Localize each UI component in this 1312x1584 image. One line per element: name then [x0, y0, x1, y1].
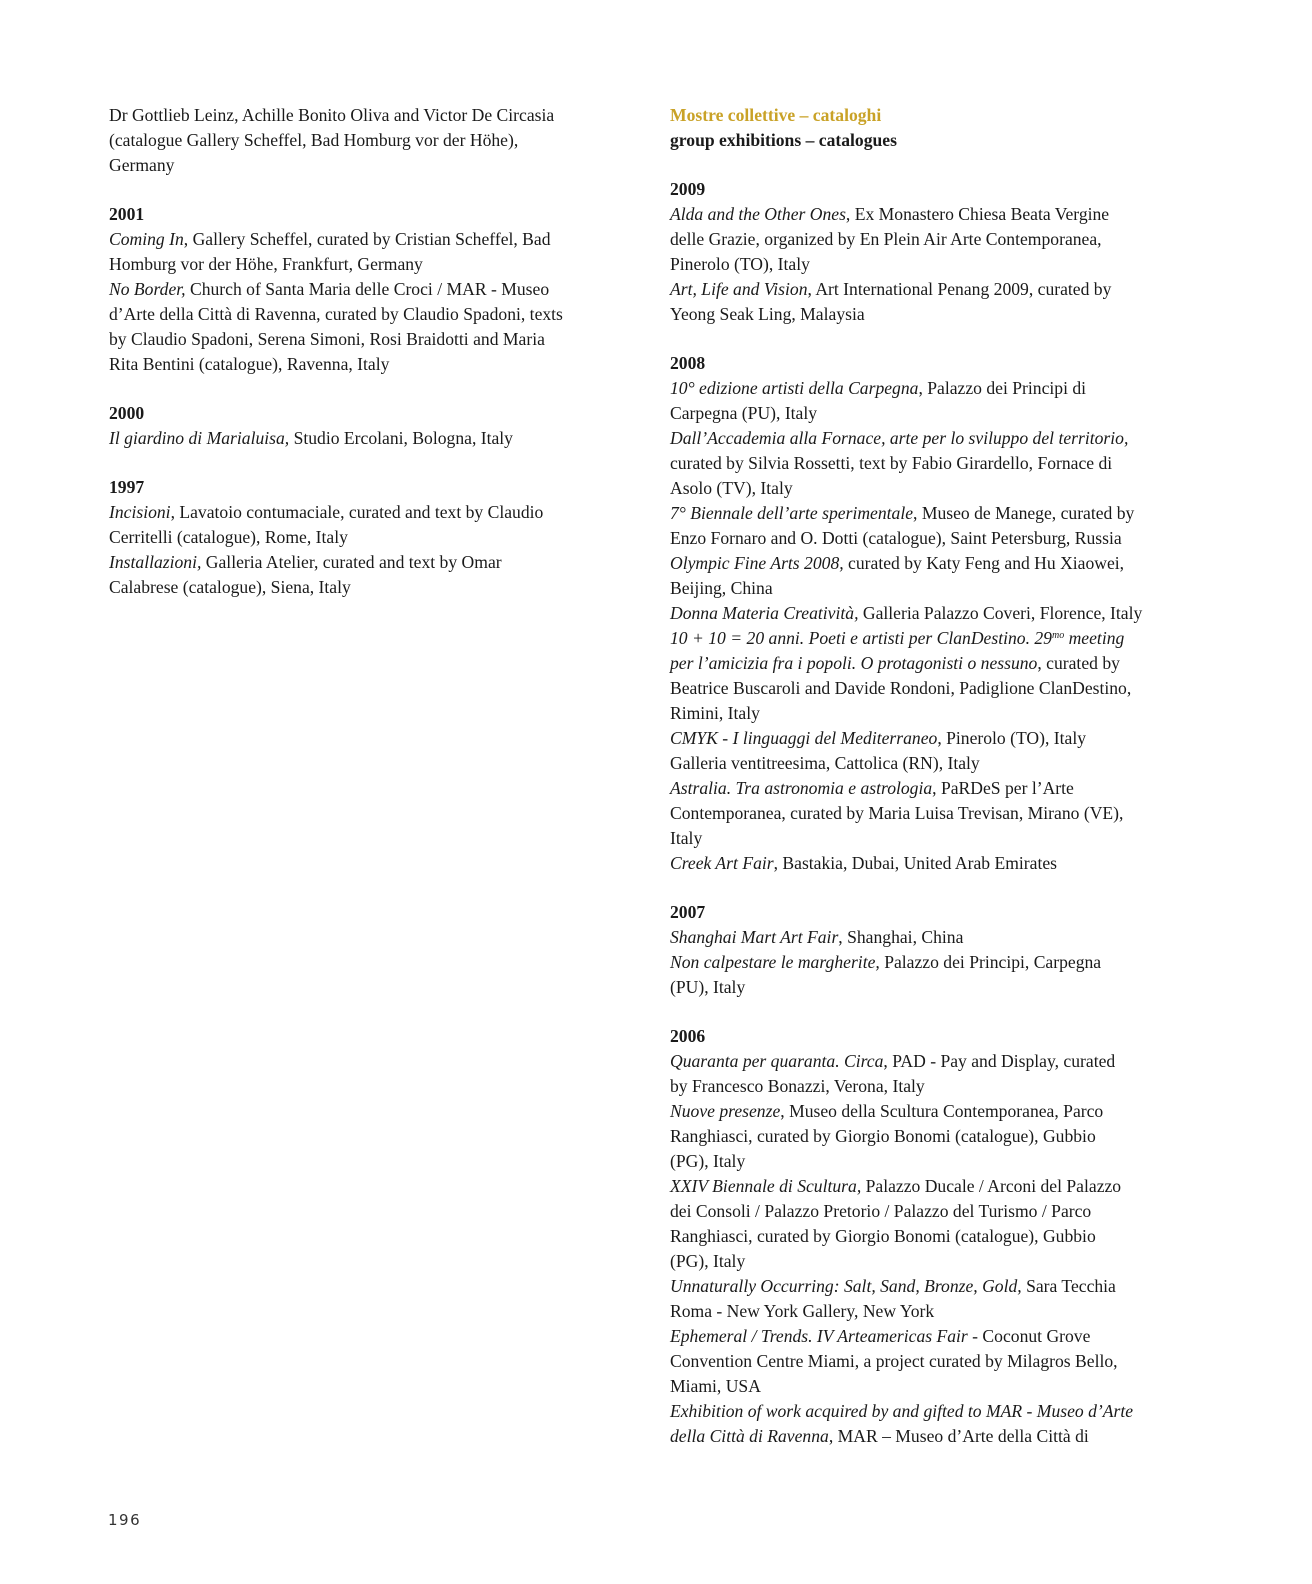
entry-text: Beijing, China [670, 578, 773, 598]
entry-text: dei Consoli / Palazzo Pretorio / Palazzo del Turismo / Parco [670, 1201, 1092, 1221]
entry-text: , Shanghai, China [838, 927, 964, 947]
entry-line [670, 1224, 1190, 1249]
entry-text: , MAR – Museo d’Arte della Città di [828, 1426, 1089, 1446]
exhibition-title: Dall’Accademia alla Fornace, arte per lo sviluppo del territorio, [670, 428, 1129, 448]
year-section [670, 351, 1190, 876]
entry-line [109, 500, 609, 525]
entry-line [670, 1399, 1190, 1424]
entry-line [109, 252, 609, 277]
entry-line [670, 1049, 1190, 1074]
entry-line [670, 1199, 1190, 1224]
entry-line [670, 1124, 1190, 1149]
entry-text: Beatrice Buscaroli and Davide Rondoni, Padiglione ClanDestino, [670, 678, 1132, 698]
entry-text: Miami, USA [670, 1376, 761, 1396]
entry-line [670, 302, 1190, 327]
entry-text: by Francesco Bonazzi, Verona, Italy [670, 1076, 925, 1096]
entry-line [109, 352, 609, 377]
entry-text: Rimini, Italy [670, 703, 760, 723]
exhibition-title: No Border, [109, 279, 186, 299]
year-heading: 2009 [670, 179, 706, 199]
exhibition-title: 10 + 10 = 20 anni. Poeti e artisti per ClanDestino. 29 [670, 628, 1052, 648]
entry-line [670, 1174, 1190, 1199]
exhibition-title: 10° edizione artisti della Carpegna [670, 378, 919, 398]
entry-line [670, 476, 1190, 501]
heading-english: group exhibitions – catalogues [670, 130, 897, 150]
entry-line [670, 1424, 1190, 1449]
exhibition-title: Shanghai Mart Art Fair [670, 927, 839, 947]
year-section [109, 401, 609, 451]
entry-text: Church of Santa Maria delle Croci / MAR - Museo [185, 279, 550, 299]
entry-line [670, 1299, 1190, 1324]
exhibition-title: Donna Materia Creatività, [670, 603, 859, 623]
entry-text: , curated by [1037, 653, 1120, 673]
year-section [670, 177, 1190, 327]
entry-line [670, 451, 1190, 476]
entry-line [670, 950, 1190, 975]
entry-line [670, 551, 1190, 576]
entry-text: , Museo de Manege, curated by [913, 503, 1135, 523]
exhibition-title: Non calpestare le margherite, [670, 952, 880, 972]
intro-continuation [109, 103, 609, 178]
entry-line [670, 202, 1190, 227]
entry-line [670, 501, 1190, 526]
entry-line [670, 851, 1190, 876]
entry-text: Ranghiasci, curated by Giorgio Bonomi (catalogue), Gubbio [670, 1226, 1096, 1246]
entry-text: Cerritelli (catalogue), Rome, Italy [109, 527, 348, 547]
entry-line [670, 975, 1190, 1000]
entry-text: Homburg vor der Höhe, Frankfurt, Germany [109, 254, 423, 274]
page-number: 196 [108, 1511, 142, 1529]
year-heading: 2001 [109, 204, 145, 224]
entry-text: (PG), Italy [670, 1151, 746, 1171]
entry-line [109, 550, 609, 575]
exhibition-title: Ephemeral / Trends. IV Arteamericas Fair - [670, 1326, 979, 1346]
entry-text: (PU), Italy [670, 977, 746, 997]
entry-line [670, 601, 1190, 626]
entry-text: Pinerolo (TO), Italy [670, 254, 810, 274]
entry-line [670, 277, 1190, 302]
entry-line [670, 401, 1190, 426]
exhibition-title: Unnaturally Occurring: Salt, Sand, Bronze, Gold, [670, 1276, 1022, 1296]
entry-text: (catalogue Gallery Scheffel, Bad Homburg vor der Höhe), [109, 130, 519, 150]
entry-line [670, 526, 1190, 551]
entry-line [670, 576, 1190, 601]
entry-text: , Bastakia, Dubai, United Arab Emirates [773, 853, 1057, 873]
entry-text: Asolo (TV), Italy [670, 478, 793, 498]
right-year-sections [670, 177, 1190, 1449]
entry-text: , PaRDeS per l’Arte [932, 778, 1074, 798]
entry-text: , Art International Penang 2009, curated by [807, 279, 1112, 299]
entry-text: , Palazzo dei Principi di [918, 378, 1087, 398]
entry-line [670, 1274, 1190, 1299]
entry-line [670, 426, 1190, 451]
exhibition-title: della Città di Ravenna [670, 1426, 829, 1446]
entry-line [670, 1149, 1190, 1174]
entry-line [109, 277, 609, 302]
entry-text: Germany [109, 155, 175, 175]
year-heading: 2006 [670, 1026, 706, 1046]
entry-text: , Ex Monastero Chiesa Beata Vergine [845, 204, 1110, 224]
entry-text: Convention Centre Miami, a project curated by Milagros Bello, [670, 1351, 1118, 1371]
year-section [109, 202, 609, 377]
entry-text: Roma - New York Gallery, New York [670, 1301, 935, 1321]
entry-text: curated by Katy Feng and Hu Xiaowei, [843, 553, 1125, 573]
entry-text: Palazzo dei Principi, Carpegna [879, 952, 1102, 972]
right-column [670, 103, 1190, 1473]
entry-text: Carpegna (PU), Italy [670, 403, 818, 423]
year-heading: 1997 [109, 477, 145, 497]
entry-line [670, 252, 1190, 277]
left-column [109, 103, 609, 624]
entry-text: Rita Bentini (catalogue), Ravenna, Italy [109, 354, 390, 374]
entry-text: delle Grazie, organized by En Plein Air Arte Contemporanea, [670, 229, 1102, 249]
exhibition-title: Olympic Fine Arts 2008, [670, 553, 844, 573]
exhibition-title: Il giardino di Marialuisa, [109, 428, 290, 448]
entry-line [109, 525, 609, 550]
entry-text: Ranghiasci, curated by Giorgio Bonomi (catalogue), Gubbio [670, 1126, 1096, 1146]
entry-text: Galleria ventitreesima, Cattolica (RN), Italy [670, 753, 980, 773]
entry-text: Palazzo Ducale / Arconi del Palazzo [861, 1176, 1122, 1196]
entry-text: , Lavatoio contumaciale, curated and text by Claudio [170, 502, 544, 522]
year-heading: 2007 [670, 902, 706, 922]
entry-line [670, 376, 1190, 401]
exhibition-title: CMYK - I linguaggi del Mediterraneo [670, 728, 938, 748]
entry-line [670, 227, 1190, 252]
entry-line [109, 302, 609, 327]
entry-line [670, 651, 1190, 676]
exhibition-title: 7° Biennale dell’arte sperimentale [670, 503, 914, 523]
entry-line [670, 826, 1190, 851]
year-heading: 2008 [670, 353, 706, 373]
entry-text: Enzo Fornaro and O. Dotti (catalogue), Saint Petersburg, Russia [670, 528, 1122, 548]
entry-line [109, 103, 609, 128]
entry-line [670, 726, 1190, 751]
entry-line [670, 626, 1190, 651]
entry-text: Galleria Atelier, curated and text by Omar [201, 552, 502, 572]
entry-line [109, 128, 609, 153]
exhibition-title: per l’amicizia fra i popoli. O protagonisti o nessuno [670, 653, 1038, 673]
exhibition-title: Nuove presenze [670, 1101, 781, 1121]
exhibition-title: Incisioni [109, 502, 171, 522]
entry-text: (PG), Italy [670, 1251, 746, 1271]
entry-line [109, 426, 609, 451]
entry-line [670, 1374, 1190, 1399]
heading-italian: Mostre collettive – cataloghi [670, 105, 882, 125]
entry-line [109, 153, 609, 178]
entry-text: d’Arte della Città di Ravenna, curated by Claudio Spadoni, texts [109, 304, 563, 324]
entry-line [670, 751, 1190, 776]
entry-text: Dr Gottlieb Leinz, Achille Bonito Oliva and Victor De Circasia [109, 105, 555, 125]
entry-text: Italy [670, 828, 703, 848]
entry-line [670, 676, 1190, 701]
superscript-text: mo [1051, 630, 1065, 641]
exhibition-title: Alda and the Other Ones [670, 204, 846, 224]
exhibition-title: Installazioni, [109, 552, 202, 572]
entry-line [109, 575, 609, 600]
exhibition-title: Creek Art Fair [670, 853, 774, 873]
entry-text: Calabrese (catalogue), Siena, Italy [109, 577, 351, 597]
exhibition-title: Exhibition of work acquired by and gifted to MAR - Museo d’Arte [670, 1401, 1134, 1421]
year-section [670, 1024, 1190, 1449]
year-section [109, 475, 609, 600]
entry-line [670, 1249, 1190, 1274]
entry-line [670, 1349, 1190, 1374]
entry-text: Studio Ercolani, Bologna, Italy [289, 428, 513, 448]
entry-line [670, 701, 1190, 726]
entry-text: , PAD - Pay and Display, curated [883, 1051, 1116, 1071]
entry-line [670, 1099, 1190, 1124]
entry-line [670, 776, 1190, 801]
exhibition-title: Quaranta per quaranta. Circa [670, 1051, 884, 1071]
left-year-sections [109, 202, 609, 600]
entry-line [670, 925, 1190, 950]
exhibition-title: Art, Life and Vision [670, 279, 808, 299]
exhibition-title: meeting [1064, 628, 1125, 648]
entry-text: Galleria Palazzo Coveri, Florence, Italy [858, 603, 1143, 623]
entry-line [670, 1324, 1190, 1349]
entry-line [109, 227, 609, 252]
section-heading [670, 103, 1190, 153]
entry-line [109, 327, 609, 352]
entry-text: , Pinerolo (TO), Italy [937, 728, 1087, 748]
exhibition-title: Coming In [109, 229, 184, 249]
entry-text: Yeong Seak Ling, Malaysia [670, 304, 865, 324]
entry-text: curated by Silvia Rossetti, text by Fabio Girardello, Fornace di [670, 453, 1113, 473]
entry-text: , Museo della Scultura Contemporanea, Parco [780, 1101, 1104, 1121]
entry-text: , Gallery Scheffel, curated by Cristian Scheffel, Bad [183, 229, 551, 249]
entry-text: by Claudio Spadoni, Serena Simoni, Rosi Braidotti and Maria [109, 329, 545, 349]
exhibition-title: XXIV Biennale di Scultura, [670, 1176, 862, 1196]
entry-text: Coconut Grove [978, 1326, 1091, 1346]
entry-line [670, 801, 1190, 826]
year-heading: 2000 [109, 403, 145, 423]
year-section [670, 900, 1190, 1000]
entry-line [670, 1074, 1190, 1099]
entry-text: Contemporanea, curated by Maria Luisa Trevisan, Mirano (VE), [670, 803, 1124, 823]
entry-text: Sara Tecchia [1021, 1276, 1116, 1296]
exhibition-title: Astralia. Tra astronomia e astrologia [670, 778, 933, 798]
